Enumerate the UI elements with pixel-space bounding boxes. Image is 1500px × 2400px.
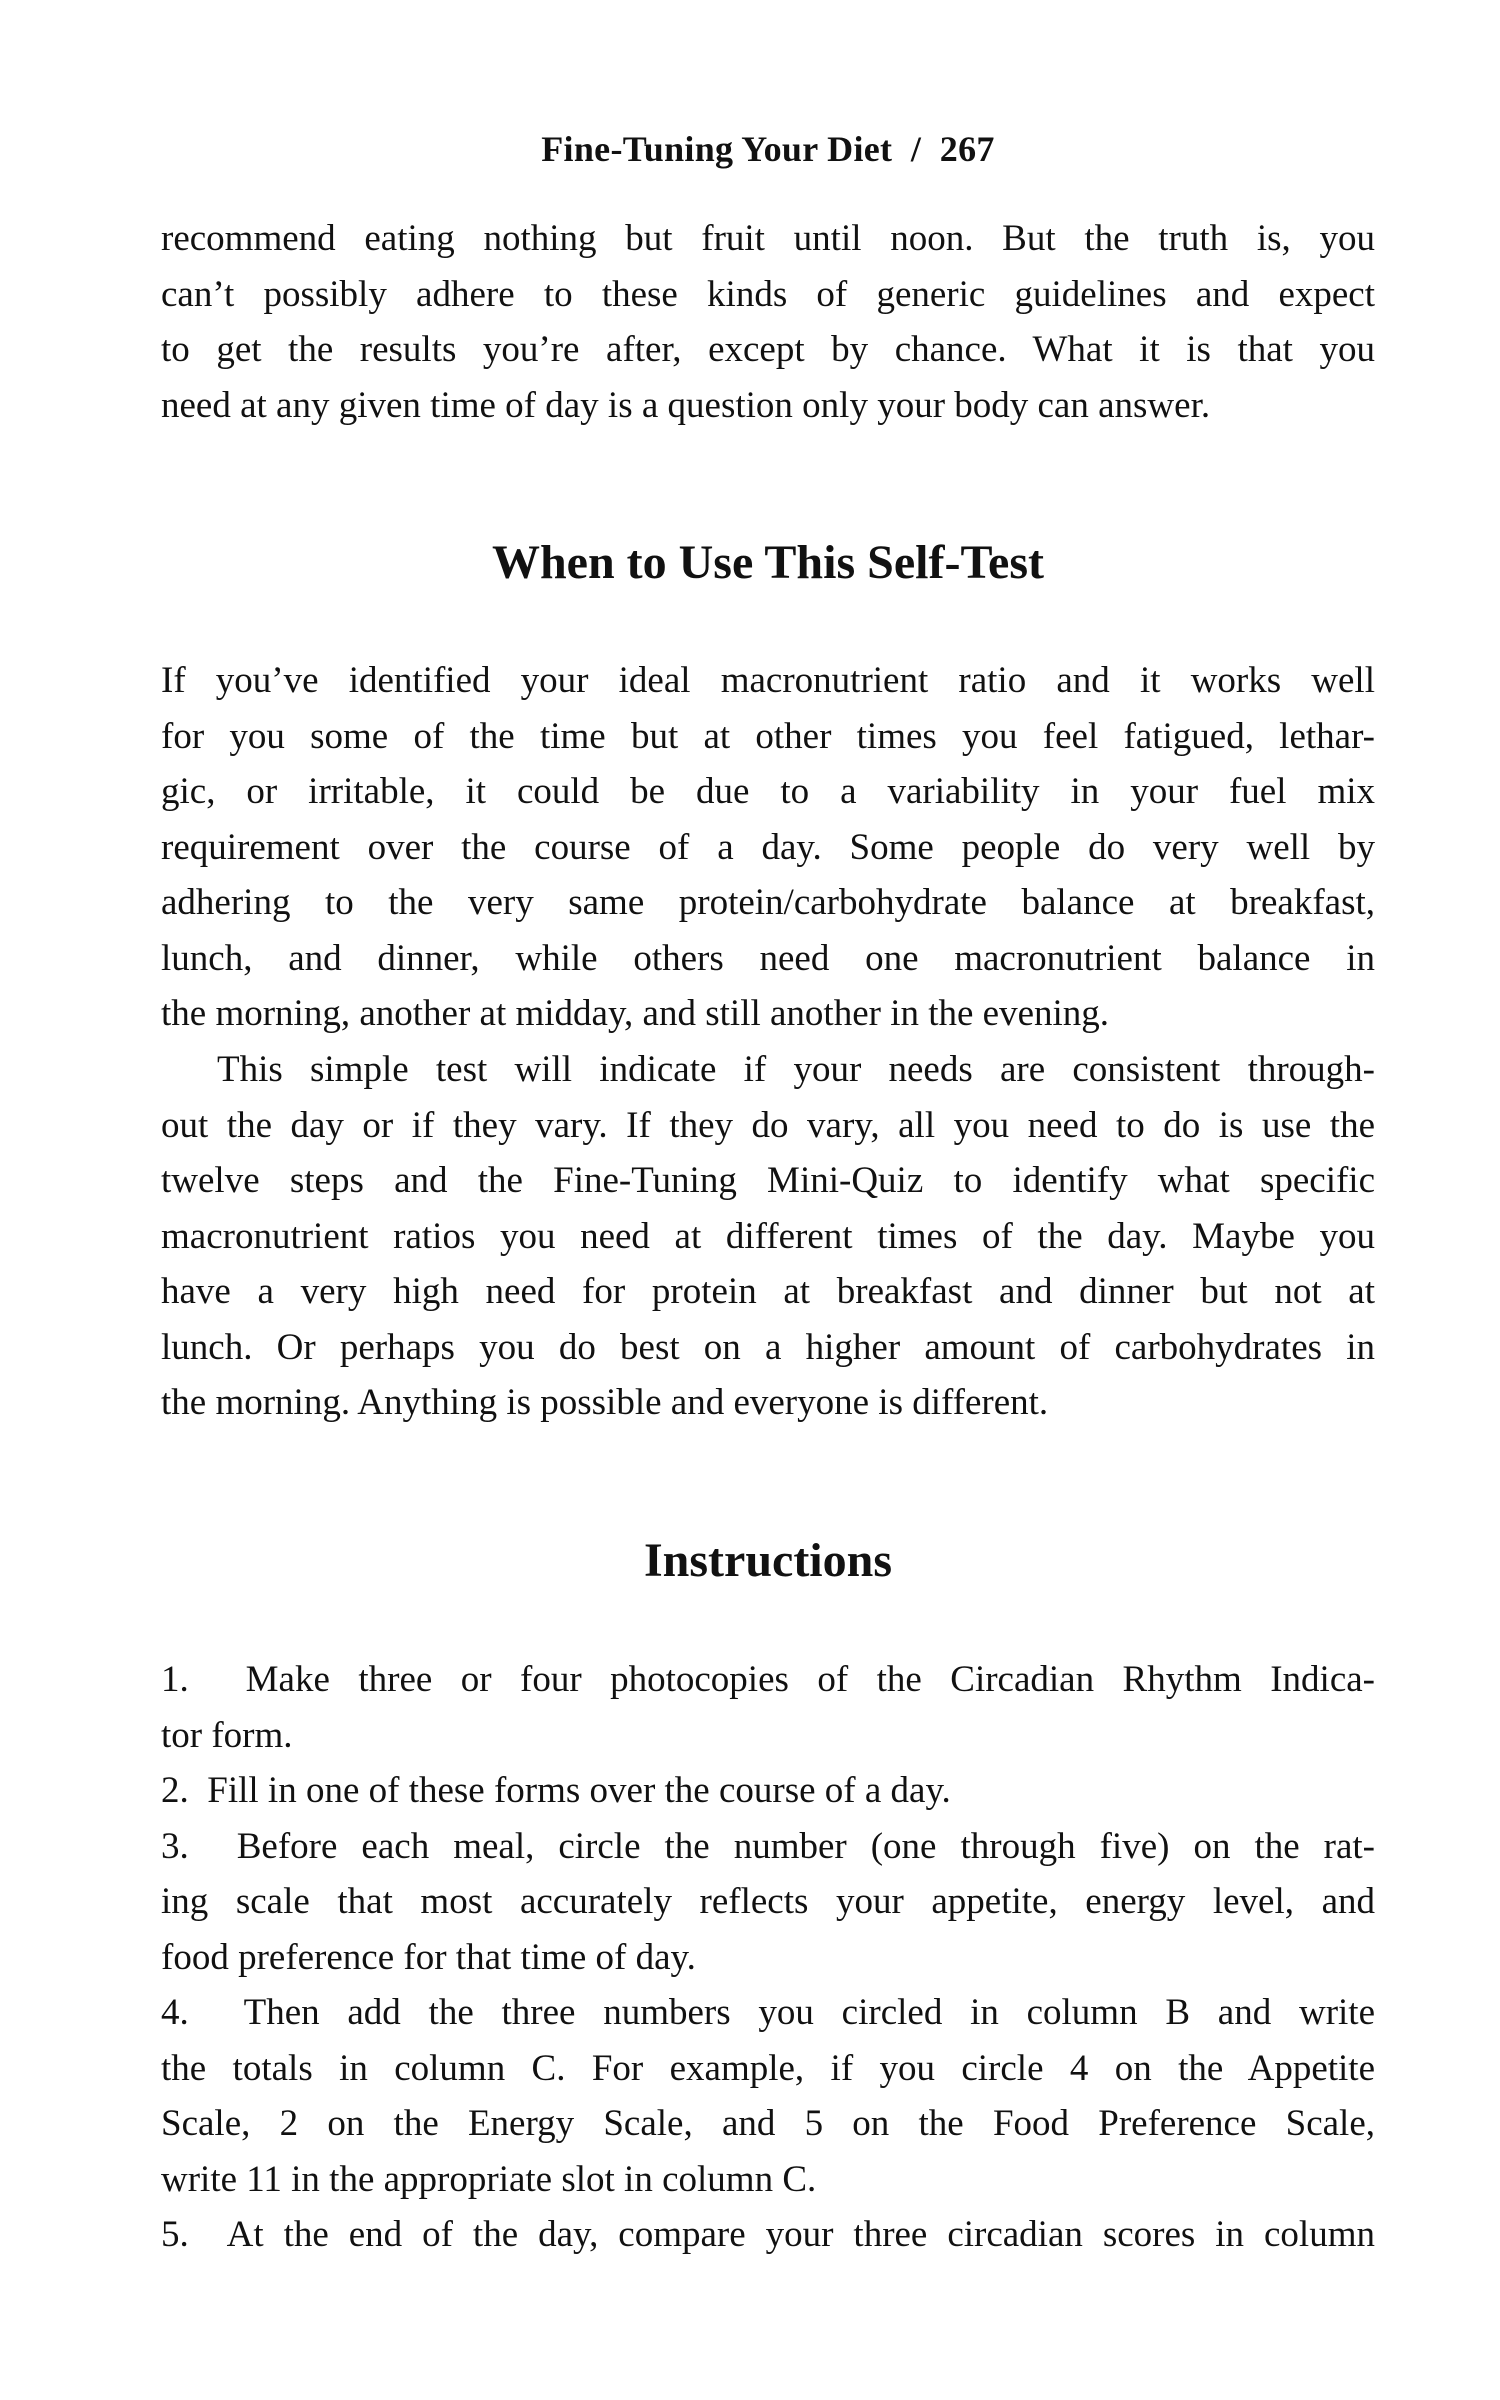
instruction-item-4 — [161, 1985, 1375, 2207]
text-line: have a very high need for protein at breakfast and dinner but not at — [161, 1271, 1375, 1312]
text-line: twelve steps and the Fine-Tuning Mini-Quiz to identify what specific — [161, 1160, 1375, 1201]
self-test-paragraph-1 — [161, 653, 1375, 1042]
text-line: out the day or if they vary. If they do vary, all you need to do is use the — [161, 1104, 1375, 1146]
instruction-item-3 — [161, 1819, 1375, 1986]
text-line: tor form. — [161, 1714, 293, 1756]
text-line: This simple test will indicate if your needs are consistent through- — [217, 1049, 1375, 1090]
text-line: requirement over the course of a day. Some people do very well by — [161, 826, 1375, 868]
text-line: for you some of the time but at other times you feel fatigued, lethar- — [161, 715, 1375, 757]
text-line: gic, or irritable, it could be due to a variability in your fuel mix — [161, 771, 1375, 812]
text-line: lunch. Or perhaps you do best on a higher amount of carbohydrates in — [161, 1326, 1375, 1368]
text-line: ing scale that most accurately reflects your appetite, energy level, and — [161, 1881, 1375, 1922]
text-line: need at any given time of day is a question only your body can answer. — [161, 384, 1211, 426]
text-line: recommend eating nothing but fruit until noon. But the truth is, you — [161, 218, 1375, 259]
section-heading-instructions: Instructions — [643, 1534, 893, 1587]
section-heading-self-test: When to Use This Self-Test — [491, 536, 1045, 589]
text-line: lunch, and dinner, while others need one macronutrient balance in — [161, 937, 1375, 979]
text-line: can’t possibly adhere to these kinds of generic guidelines and expect — [161, 273, 1375, 315]
instruction-item-1 — [161, 1652, 1375, 1763]
text-line: the morning, another at midday, and still another in the evening. — [161, 993, 1110, 1034]
text-line: 4. Then add the three numbers you circled in column B and write — [161, 1992, 1375, 2033]
intro-paragraph — [161, 211, 1375, 433]
text-line: the totals in column C. For example, if you circle 4 on the Appetite — [161, 2047, 1375, 2089]
text-line: If you’ve identified your ideal macronutrient ratio and it works well — [161, 660, 1375, 701]
text-line: macronutrient ratios you need at different times of the day. Maybe you — [161, 1215, 1375, 1257]
instruction-item-2 — [161, 1763, 1375, 1819]
text-line: Scale, 2 on the Energy Scale, and 5 on the Food Preference Scale, — [161, 2103, 1375, 2144]
text-line: write 11 in the appropriate slot in column C. — [161, 2158, 817, 2200]
self-test-paragraph-2 — [161, 1042, 1375, 1431]
text-line: 3. Before each meal, circle the number (one through five) on the rat- — [161, 1825, 1375, 1867]
text-line: to get the results you’re after, except by chance. What it is that you — [161, 329, 1375, 370]
running-head: Fine-Tuning Your Diet / 267 — [541, 129, 995, 169]
instruction-item-5 — [161, 2207, 1375, 2263]
text-line: food preference for that time of day. — [161, 1936, 696, 1978]
instructions-list — [161, 1652, 1375, 2263]
text-line: 1. Make three or four photocopies of the Circadian Rhythm Indica- — [161, 1659, 1375, 1700]
text-line: 5. At the end of the day, compare your three circadian scores in column — [161, 2214, 1375, 2255]
text-line: the morning. Anything is possible and everyone is different. — [161, 1382, 1049, 1423]
text-line: 2. Fill in one of these forms over the course of a day. — [161, 1770, 951, 1811]
text-line: adhering to the very same protein/carbohydrate balance at breakfast, — [161, 882, 1375, 923]
